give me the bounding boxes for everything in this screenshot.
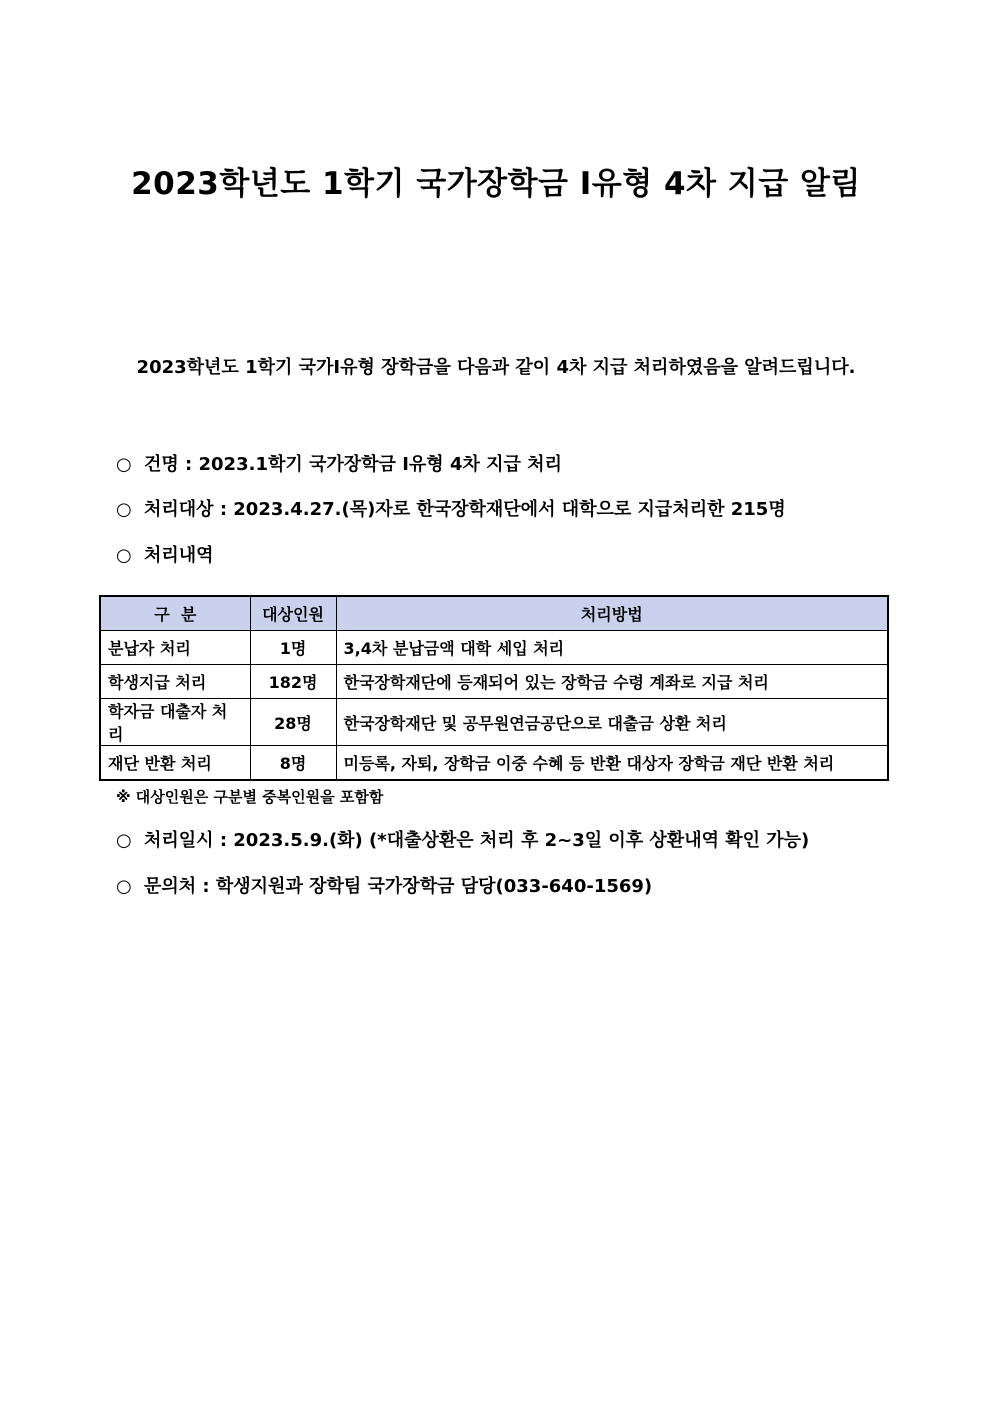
circle-bullet-icon: ○	[116, 454, 132, 475]
item-subject-text: 건명 : 2023.1학기 국가장학금 Ⅰ유형 4차 지급 처리	[144, 454, 562, 475]
intro-text: 2023학년도 1학기 국가Ⅰ유형 장학금을 다음과 같이 4차 지급 처리하였음을 알려드립니다.	[136, 357, 856, 378]
table-row	[100, 631, 888, 665]
page-title: 2023학년도 1학기 국가장학금 Ⅰ유형 4차 지급 알림	[131, 166, 861, 202]
cell-count: 1명	[250, 631, 336, 665]
processing-table	[99, 595, 889, 781]
item-details-text: 처리내역	[144, 545, 214, 566]
header-category: 구 분	[100, 596, 250, 631]
cell-category: 재단 반환 처리	[100, 746, 250, 781]
cell-method: 한국장학재단 및 공무원연금공단으로 대출금 상환 처리	[336, 699, 888, 746]
cell-method: 한국장학재단에 등재되어 있는 장학금 수령 계좌로 지급 처리	[336, 665, 888, 699]
circle-bullet-icon: ○	[116, 499, 132, 520]
cell-category: 학생지급 처리	[100, 665, 250, 699]
table-note: ※ 대상인원은 구분별 중복인원을 포함함	[116, 788, 384, 806]
cell-count: 8명	[250, 746, 336, 781]
item-subject	[116, 450, 562, 476]
item-date-text: 처리일시 : 2023.5.9.(화) (*대출상환은 처리 후 2~3일 이후 상환내역 확인 가능)	[144, 830, 810, 851]
item-target-text: 처리대상 : 2023.4.27.(목)자로 한국장학재단에서 대학으로 지급처리한 215명	[144, 499, 786, 520]
table-row	[100, 746, 888, 781]
item-date	[116, 826, 809, 852]
item-contact-text: 문의처 : 학생지원과 장학팀 국가장학금 담당(033-640-1569)	[144, 876, 653, 897]
item-contact	[116, 872, 652, 898]
item-target	[116, 495, 786, 521]
item-details	[116, 541, 214, 567]
circle-bullet-icon: ○	[116, 876, 132, 897]
table-row	[100, 699, 888, 746]
table-row	[100, 665, 888, 699]
header-count: 대상인원	[250, 596, 336, 631]
circle-bullet-icon: ○	[116, 545, 132, 566]
cell-category: 학자금 대출자 처리	[100, 699, 250, 746]
cell-category: 분납자 처리	[100, 631, 250, 665]
table-header-row	[100, 596, 888, 631]
cell-count: 28명	[250, 699, 336, 746]
header-method: 처리방법	[336, 596, 888, 631]
circle-bullet-icon: ○	[116, 830, 132, 851]
cell-method: 미등록, 자퇴, 장학금 이중 수혜 등 반환 대상자 장학금 재단 반환 처리	[336, 746, 888, 781]
cell-method: 3,4차 분납금액 대학 세입 처리	[336, 631, 888, 665]
cell-count: 182명	[250, 665, 336, 699]
